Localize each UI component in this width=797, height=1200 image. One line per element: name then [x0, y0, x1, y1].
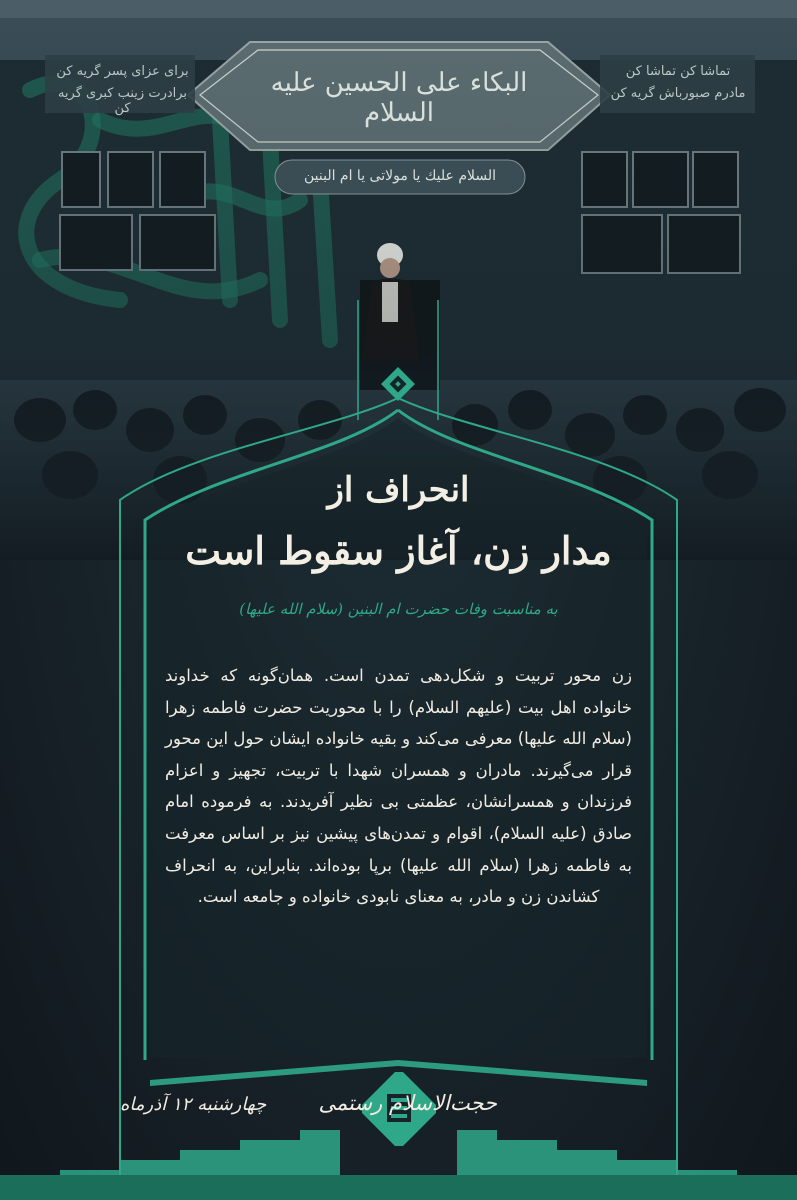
side-banner-left-line-1: برای عزای پسر گریه کن	[56, 64, 189, 79]
title-line-1: انحراف از	[327, 470, 470, 510]
occasion-subtitle: به مناسبت وفات حضرت ام البنین (سلام الله علیها)	[239, 600, 558, 618]
side-banner-left-line-2: برادرت زینب کبری گریه کن	[57, 86, 188, 116]
apex-diamond-ornament	[381, 367, 415, 401]
title-line-2: مدار زن، آغاز سقوط است	[185, 528, 612, 573]
body-paragraph: زن محور تربیت و شکل‌دهی تمدن است. همان‌گونه که خداوند خانواده اهل بیت (علیهم السلام) را با محوریت حضرت فاطمه زهرا (سلام الله علیها) معرفی می‌کند و بقیه خانواده ایشان حول این محور قرار می‌گیرند. مادران و همسران شهدا با تربیت، تجهیز و اعزام فرزندان و همسرانشان، عظمتی بی نظیر آفریدند. به فرموده امام صادق (علیه السلام)، اقوام و تمدن‌های پیشین نیز بر اساس معرفت به فاطمه زهرا (سلام الله علیها) برپا بوده‌اند. بنابراین، به انحراف کشاندن زن و مادر، به معنای نابودی خانواده و جامعه است.	[165, 666, 632, 907]
speaker-name: حجت‌الاسلام رستمی	[318, 1091, 497, 1115]
event-date: چهارشنبه ۱۲ آذرماه	[120, 1094, 267, 1115]
banner-main-text: البكاء على الحسين عليه السلام	[270, 68, 528, 128]
banner-salutation: السلام عليك يا مولاتى يا ام البنين	[303, 168, 497, 184]
side-banner-right-line-2: مادرم صبورباش گریه کن	[610, 86, 746, 101]
side-banner-right-line-1: تماشا کن تماشا کن	[625, 64, 731, 79]
